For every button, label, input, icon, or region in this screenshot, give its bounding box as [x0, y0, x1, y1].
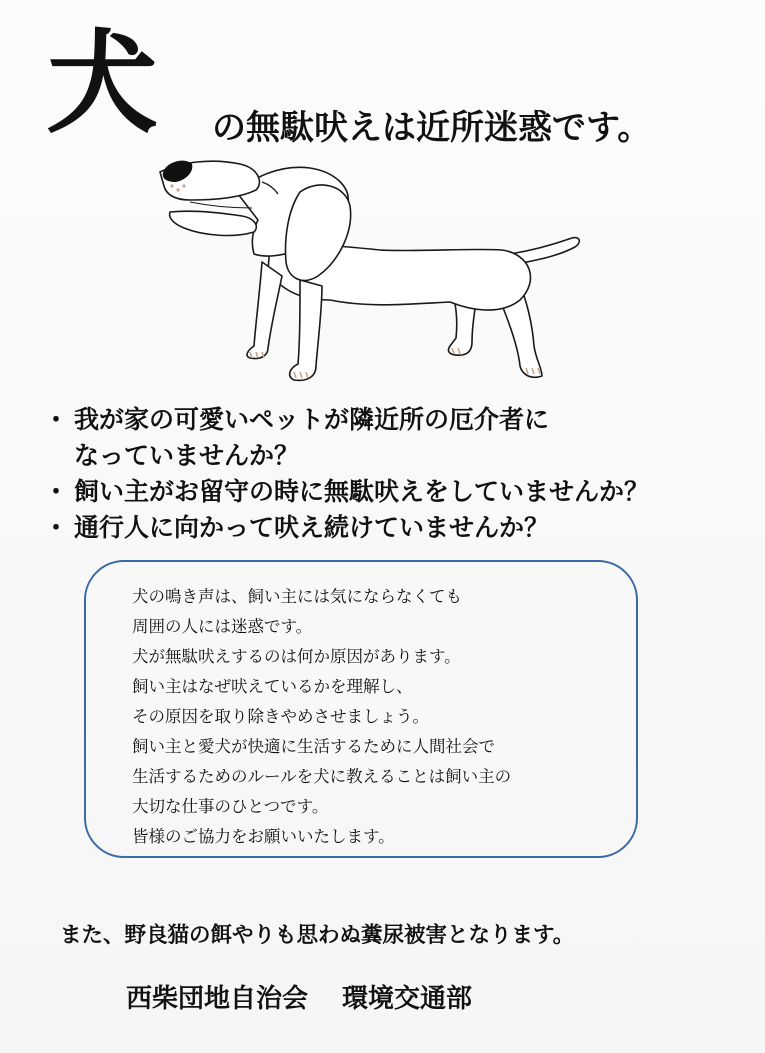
- message-line: 犬の鳴き声は、飼い主には気にならなくても: [132, 587, 462, 606]
- footnote: また、野良猫の餌やりも思わぬ糞尿被害となります。: [60, 923, 575, 948]
- organization-signature: [126, 978, 472, 1015]
- message-line: その原因を取り除きやめさせましょう。: [132, 707, 429, 726]
- bullet-item-continuation: [38, 438, 649, 474]
- title-big-character: 犬: [46, 19, 158, 149]
- bullet-item: [38, 510, 649, 546]
- bullet-list: [38, 402, 649, 546]
- bullet-mark: ・: [43, 405, 69, 434]
- organization-name: 西柴団地自治会: [126, 984, 309, 1014]
- message-line: 犬が無駄吠えするのは何か原因があります。: [132, 647, 461, 666]
- bullet-mark: ・: [43, 477, 69, 506]
- bullet-text: 我が家の可愛いペットが隣近所の厄介者に: [74, 405, 550, 434]
- message-box: [84, 560, 638, 858]
- bullet-text: 通行人に向かって吠え続けていませんか？: [74, 513, 550, 542]
- message-line: 生活するためのルールを犬に教えることは飼い主の: [132, 767, 512, 786]
- bullet-item: [38, 474, 649, 510]
- bullet-mark: ・: [43, 513, 69, 542]
- headline: の無駄吠えは近所迷惑です。: [212, 108, 652, 148]
- bullet-text: なっていませんか？: [74, 441, 300, 470]
- message-text: [132, 582, 511, 852]
- message-line: 大切な仕事のひとつです。: [132, 797, 329, 816]
- message-line: 飼い主と愛犬が快適に生活するために人間社会で: [132, 737, 495, 756]
- message-line: 皆様のご協力をお願いいたします。: [132, 827, 395, 846]
- organization-department: 環境交通部: [342, 984, 473, 1014]
- message-line: 周囲の人には迷惑です。: [132, 617, 313, 636]
- message-line: 飼い主はなぜ吠えているかを理解し、: [132, 677, 413, 696]
- bullet-text: 飼い主がお留守の時に無駄吠えをしていませんか？: [74, 477, 650, 506]
- bullet-item: [38, 402, 649, 438]
- barking-dog-illustration: [150, 150, 590, 390]
